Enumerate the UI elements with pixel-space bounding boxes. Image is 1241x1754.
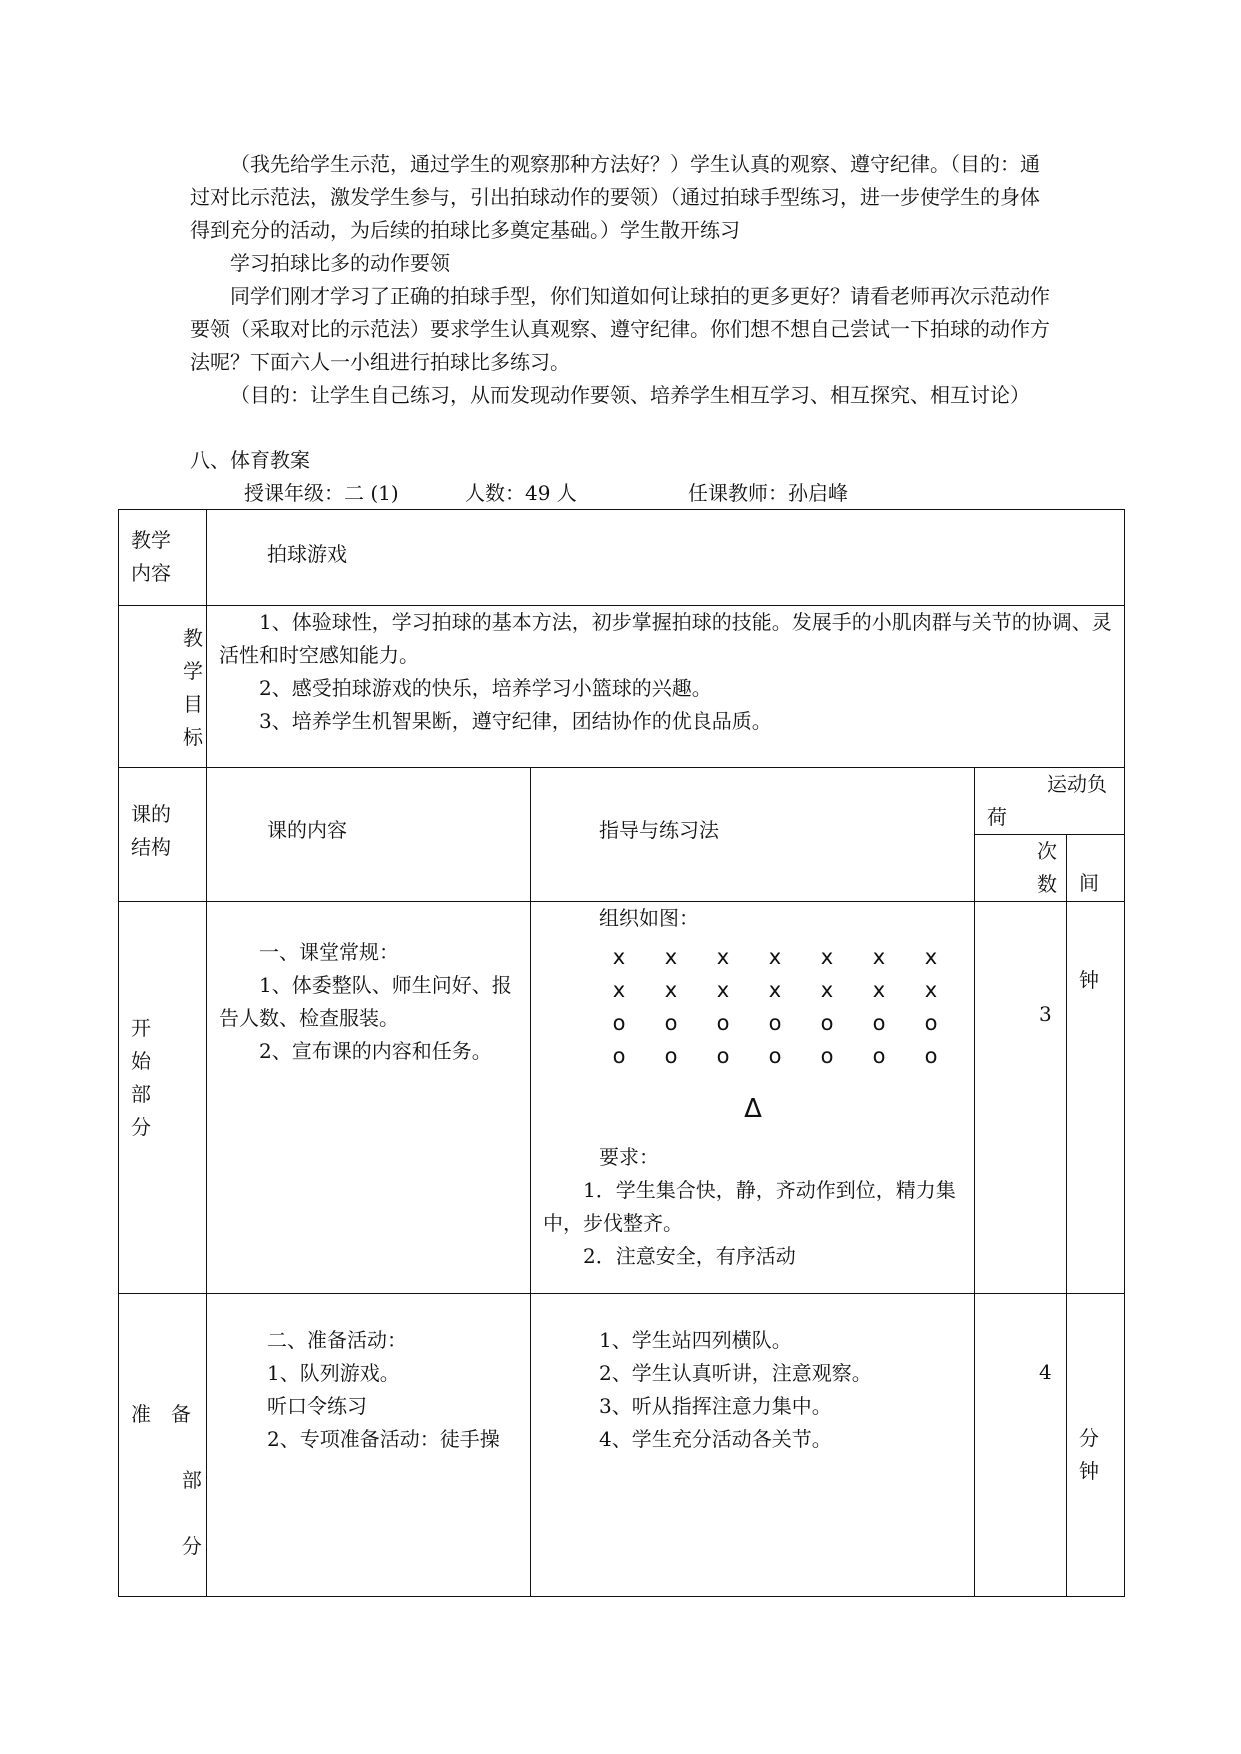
req-item: 2．注意安全，有序活动 (583, 1244, 796, 1268)
prep-times: 4 (1039, 1360, 1052, 1384)
prep-content-item: 2、专项准备活动：徒手操 (267, 1427, 500, 1451)
intro-heading: 学习拍球比多的动作要领 (230, 251, 450, 275)
goal-item: 3、培养学生机智果断，遵守纪律，团结协作的优良品质。 (259, 709, 772, 733)
meta-grade: 授课年级：二 (1) (244, 481, 399, 505)
row-goals (119, 606, 1125, 768)
formation-grid (543, 935, 964, 1073)
content-value: 拍球游戏 (267, 542, 347, 566)
content-header-cell (207, 768, 531, 902)
student-mark: x (612, 978, 626, 1002)
student-mark: x (664, 945, 678, 969)
prep-method-item: 3、听从指挥注意力集中。 (599, 1394, 832, 1418)
start-label-char: 分 (131, 1115, 151, 1139)
content-header: 课的内容 (267, 818, 347, 842)
row-header (119, 768, 1125, 835)
student-mark: x (924, 945, 938, 969)
student-mark: o (924, 1011, 938, 1035)
prep-content-item: 听口令练习 (267, 1394, 367, 1418)
goal-item: 1、体验球性，学习拍球的基本方法，初步掌握拍球的技能。发展手的小肌肉群与关节的协调、灵活性和时空感知能力。 (219, 610, 1112, 667)
structure-header-cell (119, 768, 207, 902)
prep-label-top: 准 备 (131, 1402, 191, 1426)
student-mark: o (612, 1044, 626, 1068)
student-mark: x (872, 978, 886, 1002)
start-method-cell (531, 902, 975, 1294)
student-mark: x (716, 978, 730, 1002)
load-header-cell (975, 768, 1125, 835)
prep-content-item: 1、队列游戏。 (267, 1361, 400, 1385)
prep-content-cell (207, 1294, 531, 1597)
prep-content-item: 二、准备活动： (267, 1328, 407, 1352)
row-prep (119, 1294, 1125, 1597)
student-mark: o (820, 1044, 834, 1068)
duration-header-cell (1067, 835, 1125, 902)
section-title: 八、体育教案 (190, 448, 310, 472)
goal-label-char: 学 (183, 659, 203, 683)
student-mark: x (924, 978, 938, 1002)
student-mark: o (664, 1044, 678, 1068)
prep-label-char: 部 (181, 1468, 202, 1492)
student-mark: x (768, 978, 782, 1002)
meta-count: 人数：49 人 (465, 481, 577, 505)
student-mark: o (768, 1011, 782, 1035)
prep-method-item: 4、学生充分活动各关节。 (599, 1427, 832, 1451)
prep-times-cell (975, 1294, 1067, 1597)
prep-method-item: 1、学生站四列横队。 (599, 1328, 792, 1352)
student-mark: o (768, 1044, 782, 1068)
intro-paragraph-2: 同学们刚才学习了正确的拍球手型，你们知道如何让球拍的更多更好？请看老师再次示范动作要领（采取对比的示范法）要求学生认真观察、遵守纪律。你们想不想自己尝试一下拍球的动作方法呢？下面六人一小组进行拍球比多练习。 (190, 284, 1050, 374)
start-times: 3 (1039, 1002, 1052, 1026)
lesson-plan-table (118, 509, 1125, 1597)
student-mark: x (820, 945, 834, 969)
student-mark: o (872, 1044, 886, 1068)
start-times-cell (975, 902, 1067, 1294)
student-mark: x (820, 978, 834, 1002)
start-label-char: 部 (131, 1082, 151, 1106)
content-label-cell (119, 510, 207, 606)
student-mark: o (716, 1044, 730, 1068)
goal-label-char: 标 (183, 725, 203, 749)
goal-label-char: 目 (183, 692, 203, 716)
method-header-cell (531, 768, 975, 902)
student-mark: o (820, 1011, 834, 1035)
student-mark: o (664, 1011, 678, 1035)
start-content-cell (207, 902, 531, 1294)
student-mark: o (924, 1044, 938, 1068)
start-label-char: 始 (131, 1049, 151, 1073)
student-mark: x (716, 945, 730, 969)
start-content-item: 一、课堂常规： (259, 940, 399, 964)
prep-method-item: 2、学生认真听讲，注意观察。 (599, 1361, 872, 1385)
load-header: 运动负荷 (987, 772, 1107, 829)
times-header-cell (975, 835, 1067, 902)
prep-label-char: 分 (181, 1534, 202, 1558)
student-mark: x (872, 945, 886, 969)
duration-header: 间 (1079, 871, 1099, 895)
org-title: 组织如图： (599, 906, 699, 930)
meta-teacher: 任课教师：孙启峰 (688, 481, 848, 505)
student-mark: o (716, 1011, 730, 1035)
req-item: 1．学生集合快，静，齐动作到位，精力集中，步伐整齐。 (543, 1178, 956, 1235)
prep-duration-char: 分 (1079, 1426, 1099, 1450)
student-mark: o (872, 1011, 886, 1035)
student-mark: x (664, 978, 678, 1002)
req-title: 要求： (599, 1145, 659, 1169)
method-header: 指导与练习法 (599, 818, 719, 842)
goal-label-char: 教 (183, 626, 203, 650)
start-label-cell (119, 902, 207, 1294)
start-content-item: 2、宣布课的内容和任务。 (259, 1039, 492, 1063)
student-mark: x (612, 945, 626, 969)
content-label: 教学内容 (131, 528, 171, 585)
intro-paragraph-1: （我先给学生示范，通过学生的观察那种方法好？）学生认真的观察、遵守纪律。（目的：通过对比示范法，激发学生参与，引出拍球动作的要领）（通过拍球手型练习，进一步使学生的身体得到充分的活动，为后续的拍球比多奠定基础。）学生散开练习 (190, 152, 1040, 242)
prep-label-cell (119, 1294, 207, 1597)
start-label-char: 开 (131, 1016, 151, 1040)
intro-paragraph-3: （目的：让学生自己练习，从而发现动作要领、培养学生相互学习、相互探究、相互讨论） (230, 383, 1030, 407)
student-mark: x (768, 945, 782, 969)
structure-header: 课的结构 (131, 802, 171, 859)
start-duration: 钟 (1079, 968, 1099, 992)
start-duration-cell (1067, 902, 1125, 1294)
start-content-item: 1、体委整队、师生问好、报告人数、检查服装。 (219, 973, 512, 1030)
student-mark: o (612, 1011, 626, 1035)
content-value-cell (207, 510, 1125, 606)
prep-duration-cell (1067, 1294, 1125, 1597)
row-content (119, 510, 1125, 606)
row-start (119, 902, 1125, 1294)
prep-duration-char: 钟 (1079, 1459, 1099, 1483)
goal-item: 2、感受拍球游戏的快乐，培养学习小篮球的兴趣。 (259, 676, 712, 700)
times-header: 次数 (1037, 839, 1057, 896)
teacher-mark: Δ (744, 1094, 762, 1124)
prep-method-cell (531, 1294, 975, 1597)
goal-label-cell (119, 606, 207, 768)
goals-cell (207, 606, 1125, 768)
